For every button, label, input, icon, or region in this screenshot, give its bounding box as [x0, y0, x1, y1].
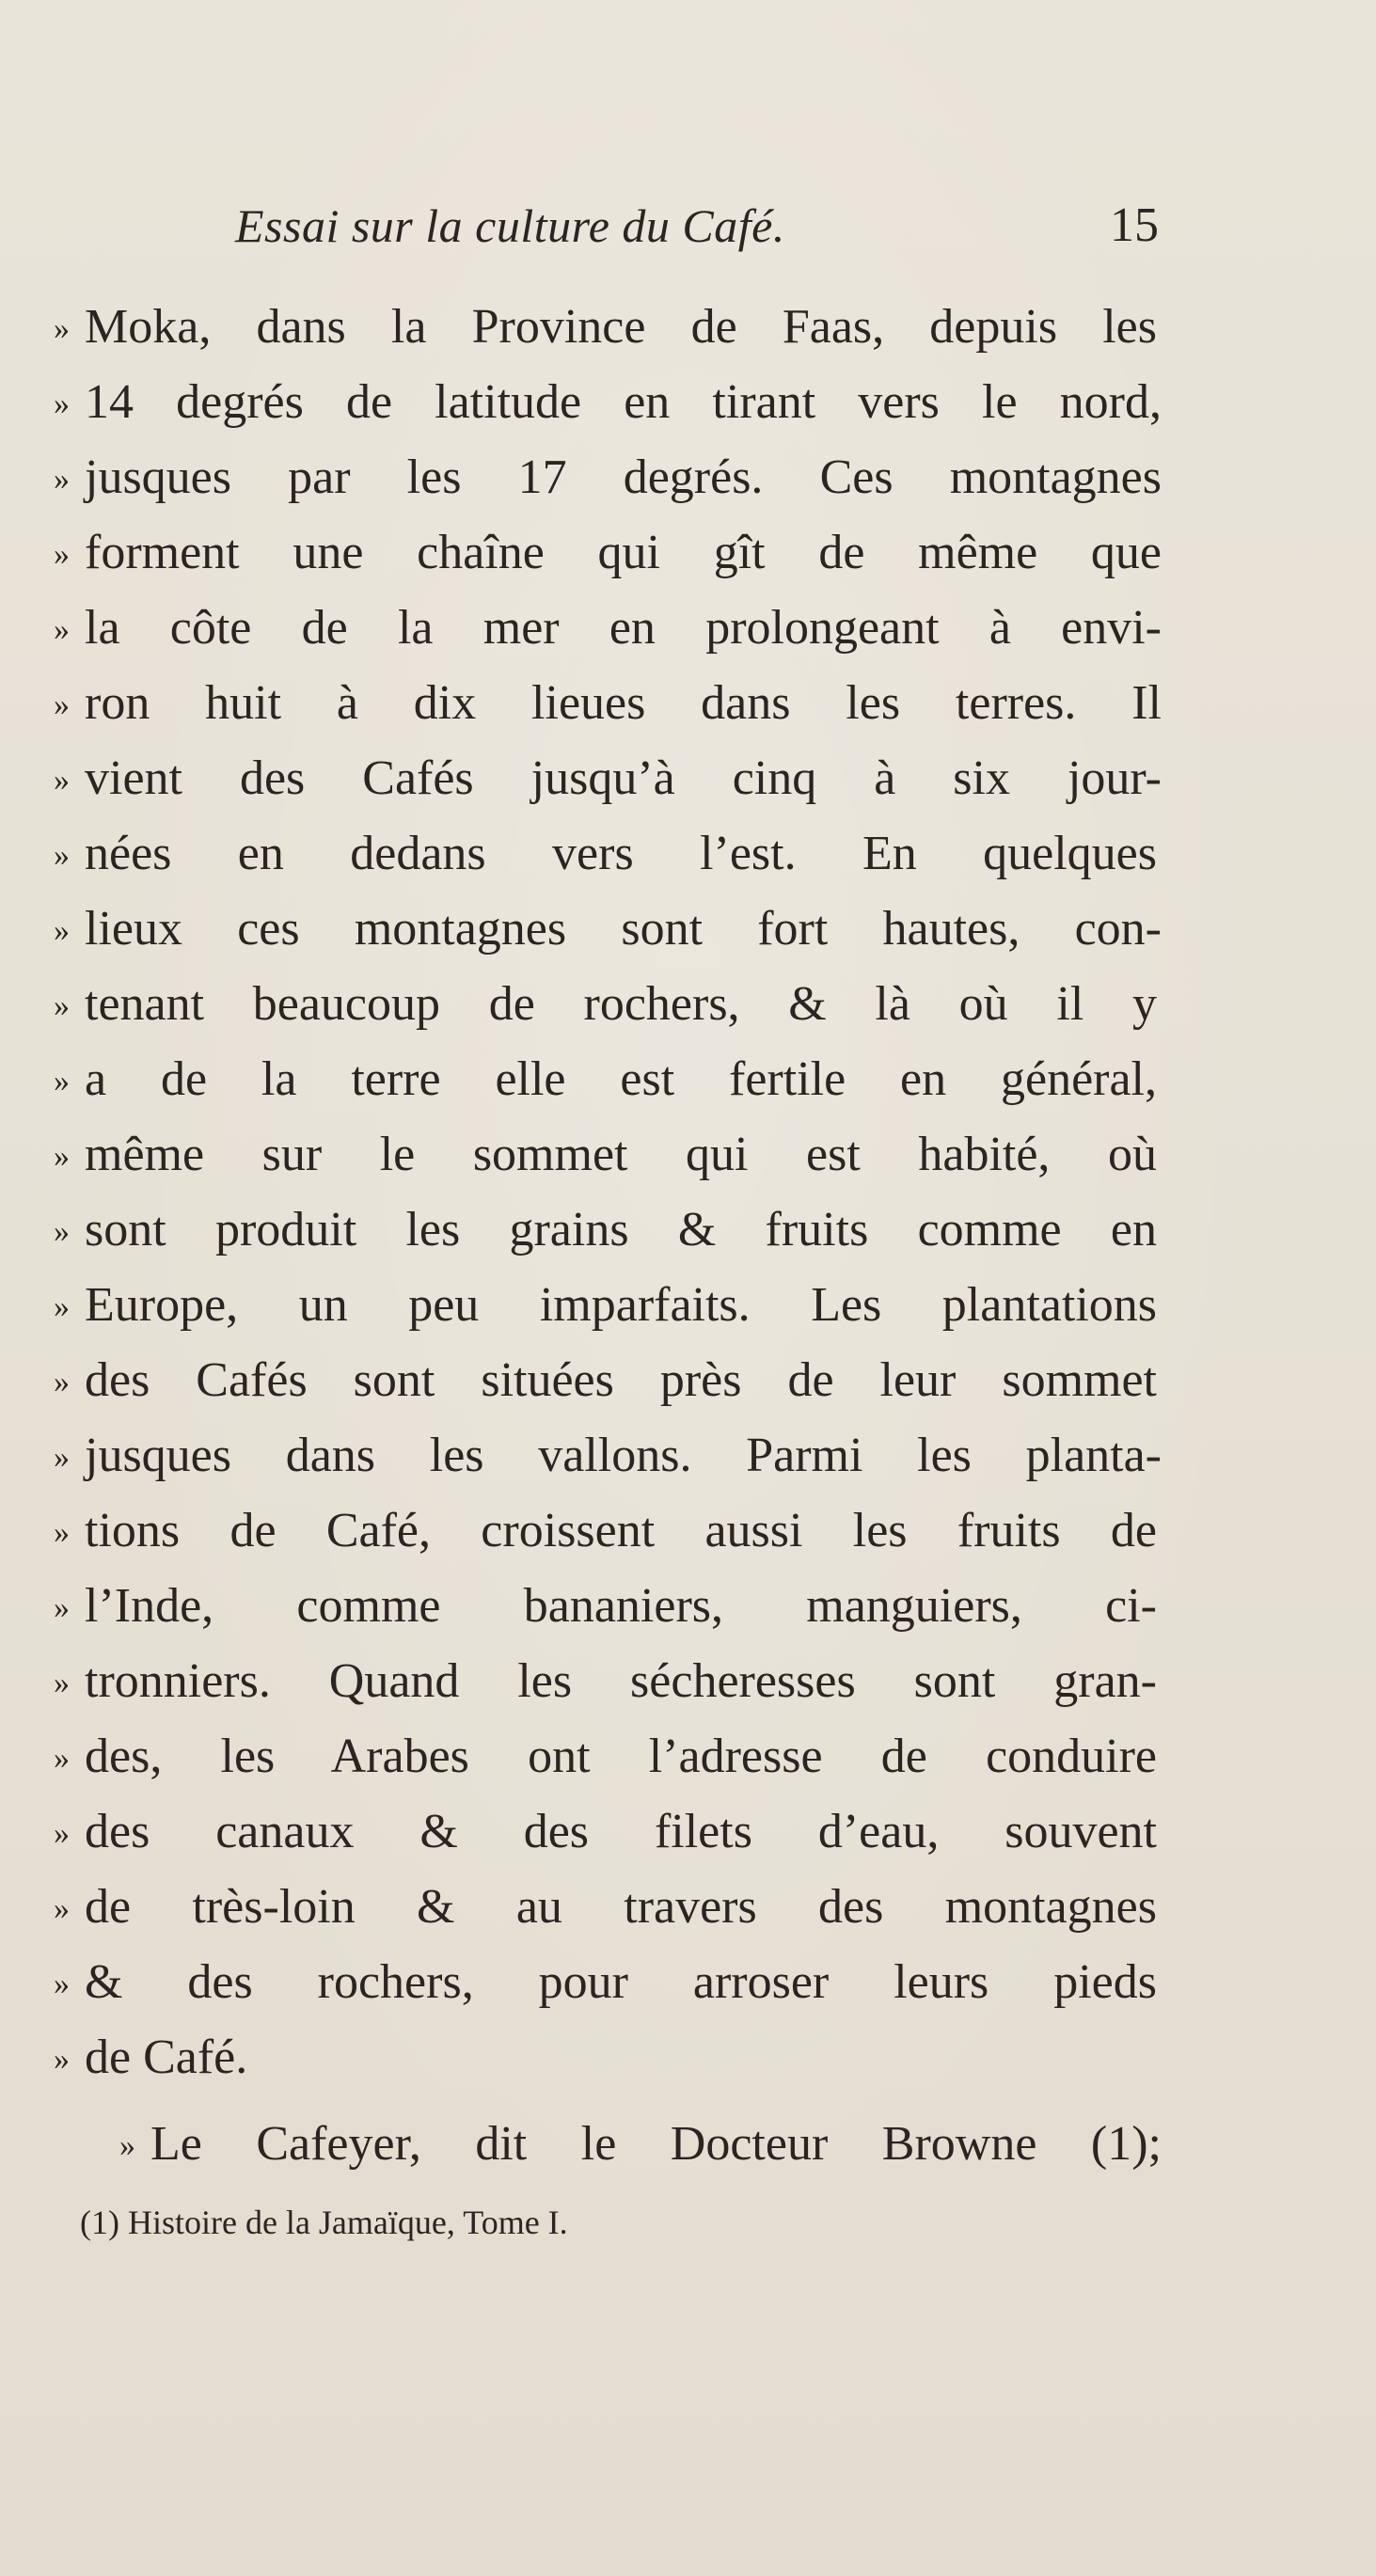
quote-mark: »: [54, 1590, 70, 1625]
line-text: vient des Cafés jusqu’à cinq à six jour-: [85, 751, 1162, 805]
quote-mark: »: [54, 2042, 70, 2077]
line-text: jusques dans les vallons. Parmi les planta-: [85, 1429, 1162, 1482]
quote-mark: »: [54, 1666, 70, 1700]
line-text: même sur le sommet qui est habité, où: [85, 1128, 1157, 1181]
text-line: [54, 1870, 1162, 1945]
line-text: Moka, dans la Province de Faas, depuis les: [85, 300, 1157, 354]
line-text: 14 degrés de latitude en tirant vers le nord,: [85, 375, 1162, 429]
text-line: [54, 290, 1162, 365]
line-text: Europe, un peu imparfaits. Les plantations: [85, 1278, 1157, 1332]
text-line: [54, 1945, 1162, 2020]
line-text: de très-loin & au travers des montagnes: [85, 1880, 1157, 1934]
quote-mark: »: [54, 1515, 70, 1550]
quote-mark: »: [54, 311, 70, 346]
text-line: [54, 1719, 1162, 1794]
line-text: lieux ces montagnes sont fort hautes, con-: [85, 902, 1162, 956]
quote-mark: »: [54, 1365, 70, 1399]
line-text: des canaux & des filets d’eau, souvent: [85, 1805, 1157, 1858]
text-line: [54, 666, 1162, 741]
text-line: [54, 1493, 1162, 1569]
body-text: [54, 290, 1162, 2182]
text-line: [54, 892, 1162, 967]
footnote: (1) Histoire de la Jamaïque, Tome I.: [80, 2204, 568, 2241]
text-line: [54, 365, 1162, 440]
quote-mark: »: [54, 687, 70, 722]
running-head: [235, 193, 1176, 259]
quote-mark: »: [54, 462, 70, 497]
text-line: [54, 741, 1162, 816]
line-text: ron huit à dix lieues dans les terres. Il: [85, 676, 1162, 730]
line-text: tions de Café, croissent aussi les fruits de: [85, 1504, 1157, 1557]
quote-mark: »: [54, 1440, 70, 1475]
quote-mark: »: [54, 537, 70, 572]
line-text: de Café.: [85, 2031, 248, 2084]
line-text: l’Inde, comme bananiers, manguiers, ci-: [85, 1579, 1157, 1633]
quote-mark: »: [54, 1139, 70, 1174]
running-title: Essai sur la culture du Café.: [235, 199, 785, 252]
text-line: [54, 1418, 1162, 1493]
paragraph-start-line: [54, 2107, 1162, 2182]
line-text: des, les Arabes ont l’adresse de conduire: [85, 1730, 1157, 1783]
line-text: tronniers. Quand les sécheresses sont gran-: [85, 1654, 1157, 1708]
quote-mark: »: [54, 913, 70, 948]
line-text: a de la terre elle est fertile en général,: [85, 1052, 1157, 1106]
text-line: [54, 1117, 1162, 1193]
quote-mark: »: [54, 1967, 70, 2001]
line-text: forment une chaîne qui gît de même que: [85, 526, 1162, 579]
text-line: [54, 440, 1162, 515]
quote-mark: »: [54, 838, 70, 873]
line-text: des Cafés sont situées près de leur sommet: [85, 1353, 1157, 1407]
text-line: [54, 1569, 1162, 1644]
quote-mark: »: [54, 1891, 70, 1926]
text-line: [54, 591, 1162, 666]
quote-mark: »: [54, 387, 70, 421]
line-text: nées en dedans vers l’est. En quelques: [85, 827, 1157, 880]
text-line: [54, 515, 1162, 591]
text-line: [54, 967, 1162, 1042]
quote-mark: »: [119, 2128, 135, 2163]
line-text: tenant beaucoup de rochers, & là où il y: [85, 977, 1157, 1031]
text-line: [54, 1193, 1162, 1268]
line-text: jusques par les 17 degrés. Ces montagnes: [85, 450, 1162, 504]
quote-mark: »: [54, 612, 70, 647]
quote-mark: »: [54, 1816, 70, 1851]
line-text: Le Cafeyer, dit le Docteur Browne (1);: [150, 2117, 1162, 2171]
text-line: [54, 1268, 1162, 1343]
line-text: sont produit les grains & fruits comme en: [85, 1203, 1157, 1256]
quote-mark: »: [54, 1741, 70, 1776]
quote-mark: »: [54, 1214, 70, 1249]
text-line: [54, 2020, 1162, 2095]
text-line: [54, 816, 1162, 892]
quote-mark: »: [54, 988, 70, 1023]
text-line: [54, 1343, 1162, 1418]
line-text: la côte de la mer en prolongeant à envi-: [85, 601, 1162, 655]
quote-mark: »: [54, 1289, 70, 1324]
text-line: [54, 1794, 1162, 1870]
quote-mark: »: [54, 1064, 70, 1098]
page-number: 15: [1110, 198, 1159, 252]
text-line: [54, 1644, 1162, 1719]
line-text: & des rochers, pour arroser leurs pieds: [85, 1955, 1157, 2009]
text-line: [54, 1042, 1162, 1117]
quote-mark: »: [54, 763, 70, 798]
